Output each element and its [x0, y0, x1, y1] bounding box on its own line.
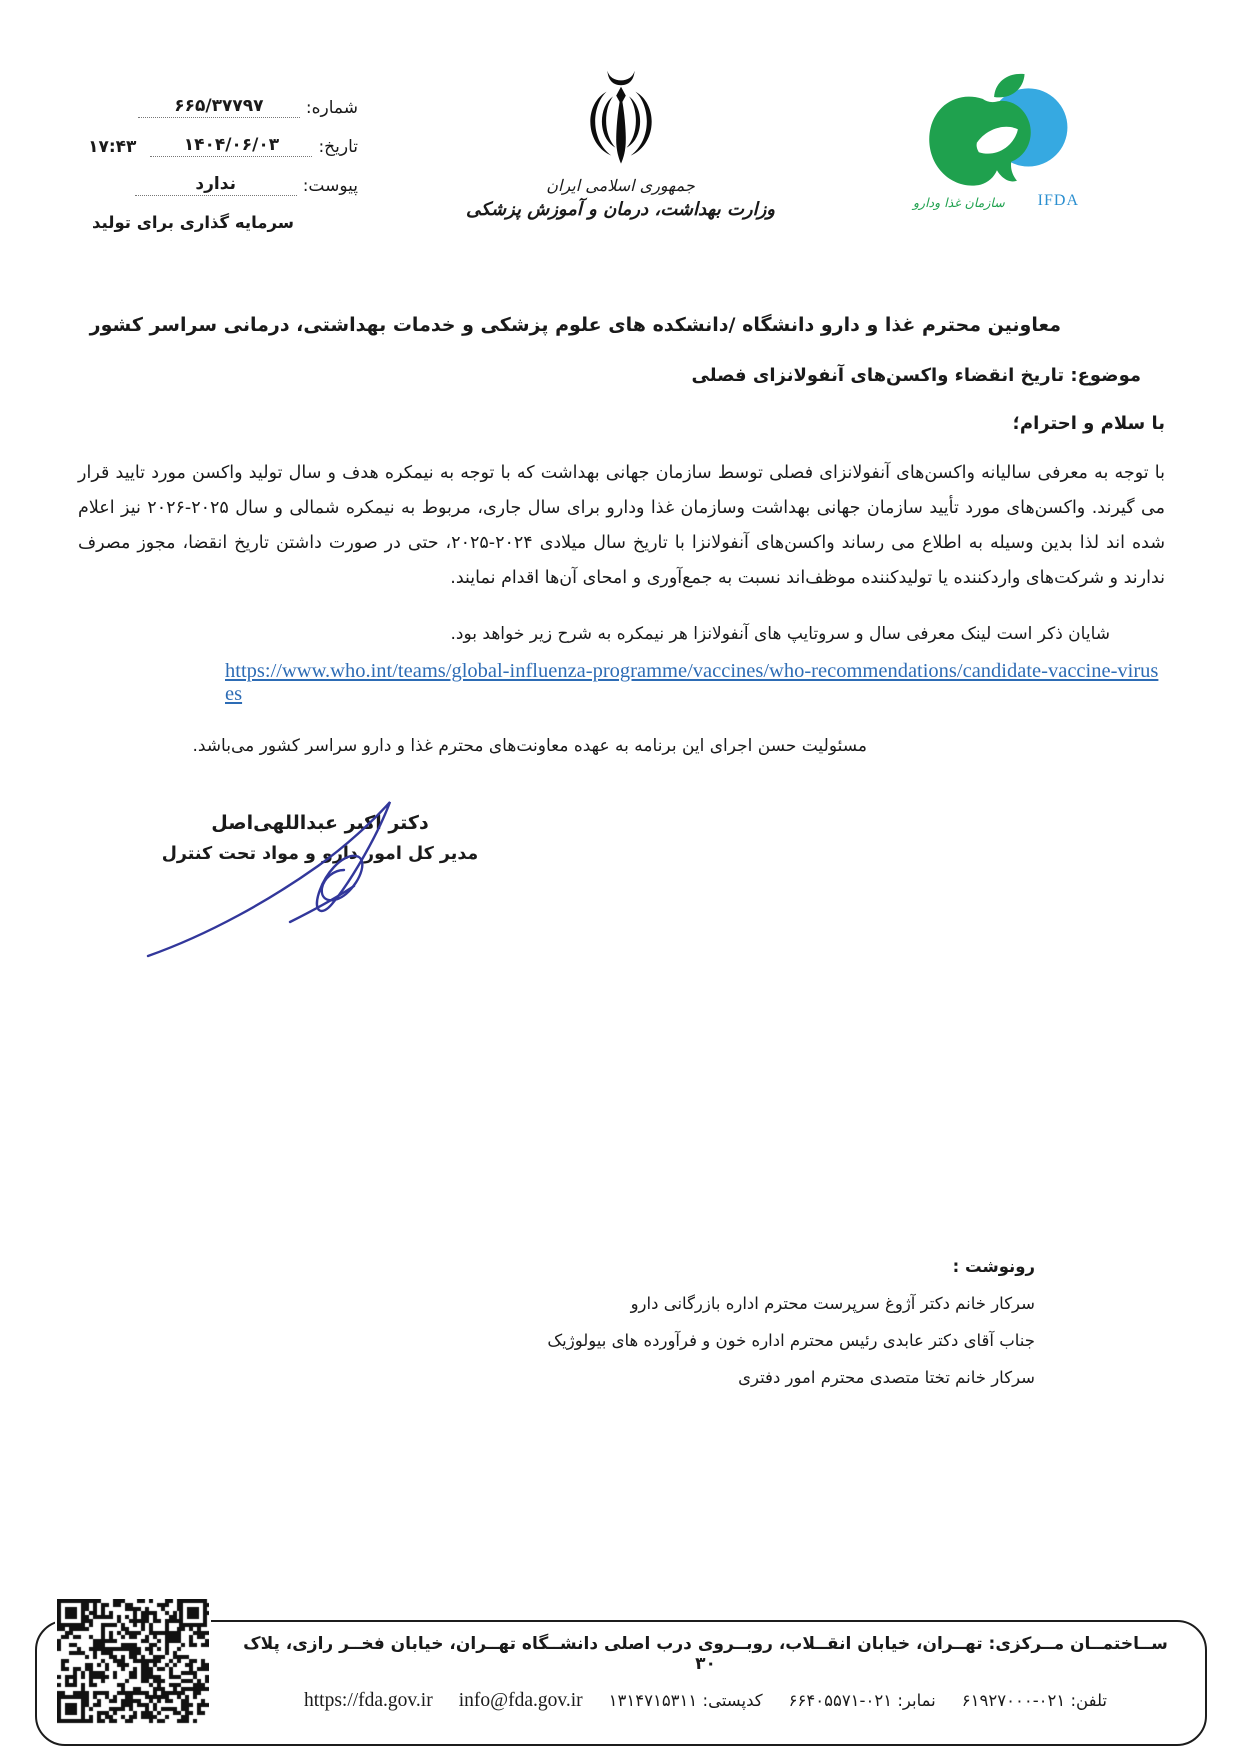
footer-address: ســاختمــان مــرکزی: تهــران، خیابان انقــلاب، روبــروی درب اصلی دانشــگاه تهــران، خیابان فخــر رازی، پلاک ۳۰ — [243, 1634, 1168, 1674]
signature-block — [120, 812, 520, 864]
cc-item: جناب آقای دکتر عابدی رئیس محترم اداره خون و فرآورده های بیولوژیک — [547, 1331, 1035, 1350]
who-link-container — [225, 660, 1165, 706]
footer-phone — [962, 1691, 1107, 1710]
meta-row-number — [28, 96, 358, 118]
attachment-value: ندارد — [135, 174, 297, 196]
responsibility-line: مسئولیت حسن اجرای این برنامه به عهده معاونت‌های محترم غذا و دارو سراسر کشور می‌باشد. — [192, 736, 867, 756]
ifda-logo — [911, 70, 1081, 210]
cc-item: سرکار خانم تختا متصدی محترم امور دفتری — [738, 1368, 1035, 1387]
footer-postal — [609, 1691, 763, 1710]
header-center — [441, 66, 801, 220]
footer-website: https://fda.gov.ir — [303, 1690, 433, 1711]
footer-text — [230, 1634, 1181, 1712]
attachment-label: پیوست: — [302, 176, 358, 196]
link-intro-line: شایان ذکر است لینک معرفی سال و سروتایپ های آنفولانزا هر نیمکره به شرح زیر خواهد بود. — [450, 624, 1110, 644]
slogan-text: سرمایه گذاری برای تولید — [92, 213, 294, 232]
qr-code — [55, 1597, 211, 1727]
fax-value: ۰۲۱-۶۶۴۰۵۵۷۱ — [788, 1691, 893, 1710]
meta-row-attachment — [28, 174, 358, 196]
cc-label: رونوشت : — [952, 1257, 1035, 1276]
signer-name: دکتر اکبر عبداللهی‌اصل — [211, 812, 429, 834]
fax-label: نمابر: — [897, 1691, 936, 1710]
date-label: تاریخ: — [318, 137, 358, 157]
time-value: ۱۷:۴۳ — [88, 137, 137, 157]
ifda-apple-icon — [916, 70, 1076, 202]
letter-content — [78, 300, 1165, 864]
meta-fields — [28, 96, 358, 232]
signer-title: مدیر کل امور دارو و مواد تحت کنترل — [161, 844, 479, 864]
number-label: شماره: — [305, 98, 358, 118]
footer-fax — [789, 1691, 936, 1710]
ifda-abbr: IFDA — [1037, 192, 1079, 209]
date-value: ۱۴۰۴/۰۶/۰۳ — [150, 135, 312, 157]
recipient-line: معاونین محترم غذا و دارو دانشگاه /دانشکده های علوم پزشکی و خدمات بهداشتی، درمانی سراسر کشور — [89, 314, 1061, 336]
greeting-line: با سلام و احترام؛ — [1012, 413, 1165, 434]
country-name: جمهوری اسلامی ایران — [546, 176, 695, 195]
who-link[interactable]: https://www.who.int/teams/global-influenza-programme/vaccines/who-recommendations/candidate-vaccine-viruses — [225, 660, 1159, 705]
cc-block — [547, 1248, 1035, 1396]
phone-value: ۰۲۱-۶۱۹۲۷۰۰۰ — [961, 1691, 1066, 1710]
footer-contact-row — [230, 1690, 1181, 1712]
ifda-org-name: سازمان غذا ودارو — [913, 195, 1005, 210]
body-paragraph: با توجه به معرفی سالیانه واکسن‌های آنفولانزای فصلی توسط سازمان جهانی بهداشت که با توجه به نیمکره هدف و سال تولید واکسن مورد تایید قرار می گیرند. واکسن‌های مورد تأیید سازمان جهانی بهداشت وسازمان غذا ودارو برای سال جاری، مربوط به نیمکره شمالی و سال ۲۰۲۵-۲۰۲۶ نیز اعلام شده اند لذا بدین وسیله به اطلاع می رساند واکسن‌های آنفولانزا با تاریخ سال میلادی ۲۰۲۴-۲۰۲۵، حتی در صورت داشتن تاریخ انقضا، مجوز مصرف ندارند و شرکت‌های واردکننده یا تولیدکننده موظف‌اند نسبت به جمع‌آوری و امحای آن‌ها اقدام نمایند. — [78, 463, 1166, 588]
phone-label: تلفن: — [1070, 1691, 1108, 1710]
postal-value: ۱۳۱۴۷۱۵۳۱۱ — [608, 1691, 698, 1710]
postal-label: کدپستی: — [702, 1691, 763, 1710]
number-value: ۶۶۵/۳۷۷۹۷ — [138, 96, 300, 118]
meta-row-date — [28, 135, 358, 157]
cc-item: سرکار خانم دکتر آژوغ سرپرست محترم اداره بازرگانی دارو — [630, 1294, 1035, 1313]
ministry-name: وزارت بهداشت، درمان و آموزش پزشکی — [466, 199, 775, 220]
iran-emblem-icon — [585, 66, 657, 170]
subject-line: موضوع: تاریخ انقضاء واکسن‌های آنفولانزای فصلی — [691, 365, 1141, 386]
footer-email: info@fda.gov.ir — [458, 1690, 583, 1711]
